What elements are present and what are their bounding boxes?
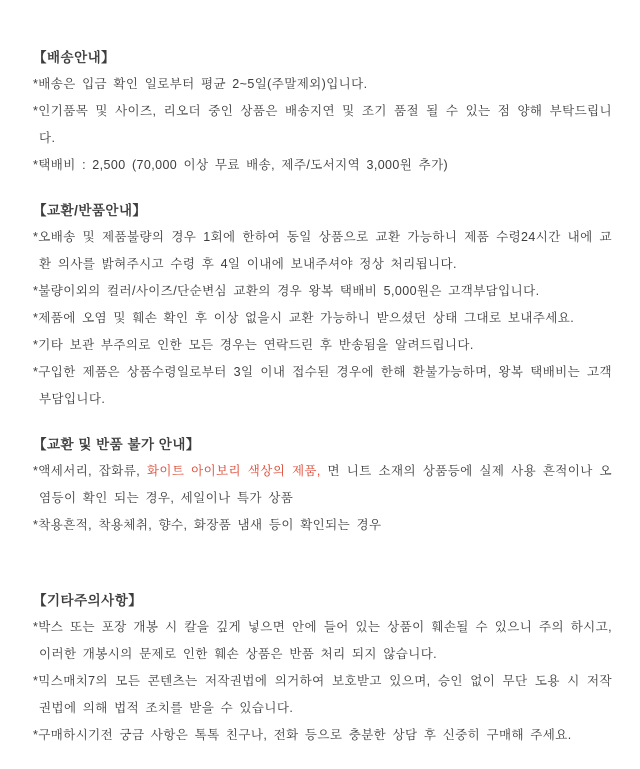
notice-section [33, 44, 612, 179]
notice-text: 면 니트 소재의 상품등에 실제 사용 흔적이나 오염등이 확인 되는 경우, 세일이나 특가 상품 [39, 464, 612, 505]
section-title: 【배송안내】 [33, 50, 116, 65]
notice-paragraph [33, 152, 612, 179]
notice-text: *인기품목 및 사이즈, 리오더 중인 상품은 배송지연 및 조기 품절 될 수 있는 점 양해 부탁드립니다. [33, 104, 612, 145]
notice-paragraph [33, 512, 612, 539]
highlighted-text: 화이트 아이보리 색상의 제품, [146, 464, 321, 478]
notice-text: *택배비 : 2,500 (70,000 이상 무료 배송, 제주/도서지역 3,000원 추가) [33, 158, 449, 172]
notice-paragraph [33, 614, 612, 668]
notice-text: *배송은 입금 확인 일로부터 평균 2~5일(주말제외)입니다. [33, 77, 368, 91]
section-title: 【교환 및 반품 불가 안내】 [33, 437, 200, 452]
notice-text: *제품에 오염 및 훼손 확인 후 이상 없을시 교환 가능하니 받으셨던 상태 그대로 보내주세요. [33, 311, 575, 325]
notice-text: *구매하시기전 궁금 사항은 톡톡 친구나, 전화 등으로 충분한 상담 후 신중히 구매해 주세요. [33, 728, 572, 742]
notice-text: *구입한 제품은 상품수령일로부터 3일 이내 접수된 경우에 한해 환불가능하며, 왕복 택배비는 고객부담입니다. [33, 365, 612, 406]
notice-text: *불량이외의 컬러/사이즈/단순변심 교환의 경우 왕복 택배비 5,000원은 고객부담입니다. [33, 284, 540, 298]
notice-paragraph [33, 332, 612, 359]
notice-section [33, 197, 612, 413]
notice-section [33, 431, 612, 539]
notice-paragraph [33, 668, 612, 722]
notice-paragraph [33, 305, 612, 332]
notice-paragraph [33, 458, 612, 512]
notice-text: *믹스매치7의 모든 콘텐츠는 저작권법에 의거하여 보호받고 있으며, 승인 없이 무단 도용 시 저작권법에 의해 법적 조치를 받을 수 있습니다. [33, 674, 612, 715]
notice-text: *기타 보관 부주의로 인한 모든 경우는 연락드린 후 반송됨을 알려드립니다. [33, 338, 474, 352]
notice-section [33, 587, 612, 749]
notice-text: *오배송 및 제품불량의 경우 1회에 한하여 동일 상품으로 교환 가능하니 제품 수령24시간 내에 교환 의사를 밝혀주시고 수령 후 4일 이내에 보내주셔야 정상 처리됩니다. [33, 230, 612, 271]
notice-paragraph [33, 224, 612, 278]
notice-text: *액세서리, 잡화류, [33, 464, 147, 478]
notice-paragraph [33, 278, 612, 305]
notice-text: *박스 또는 포장 개봉 시 칼을 깊게 넣으면 안에 들어 있는 상품이 훼손될 수 있으니 주의 하시고, 이러한 개봉시의 문제로 인한 훼손 상품은 반품 처리 되지 않습니다. [33, 620, 612, 661]
notice-paragraph [33, 98, 612, 152]
section-title: 【교환/반품안내】 [33, 203, 147, 218]
section-title: 【기타주의사항】 [33, 593, 143, 608]
notice-paragraph [33, 359, 612, 413]
notice-paragraph [33, 722, 612, 749]
notice-paragraph [33, 71, 612, 98]
notice-text: *착용흔적, 착용체취, 향수, 화장품 냄새 등이 확인되는 경우 [33, 518, 382, 532]
